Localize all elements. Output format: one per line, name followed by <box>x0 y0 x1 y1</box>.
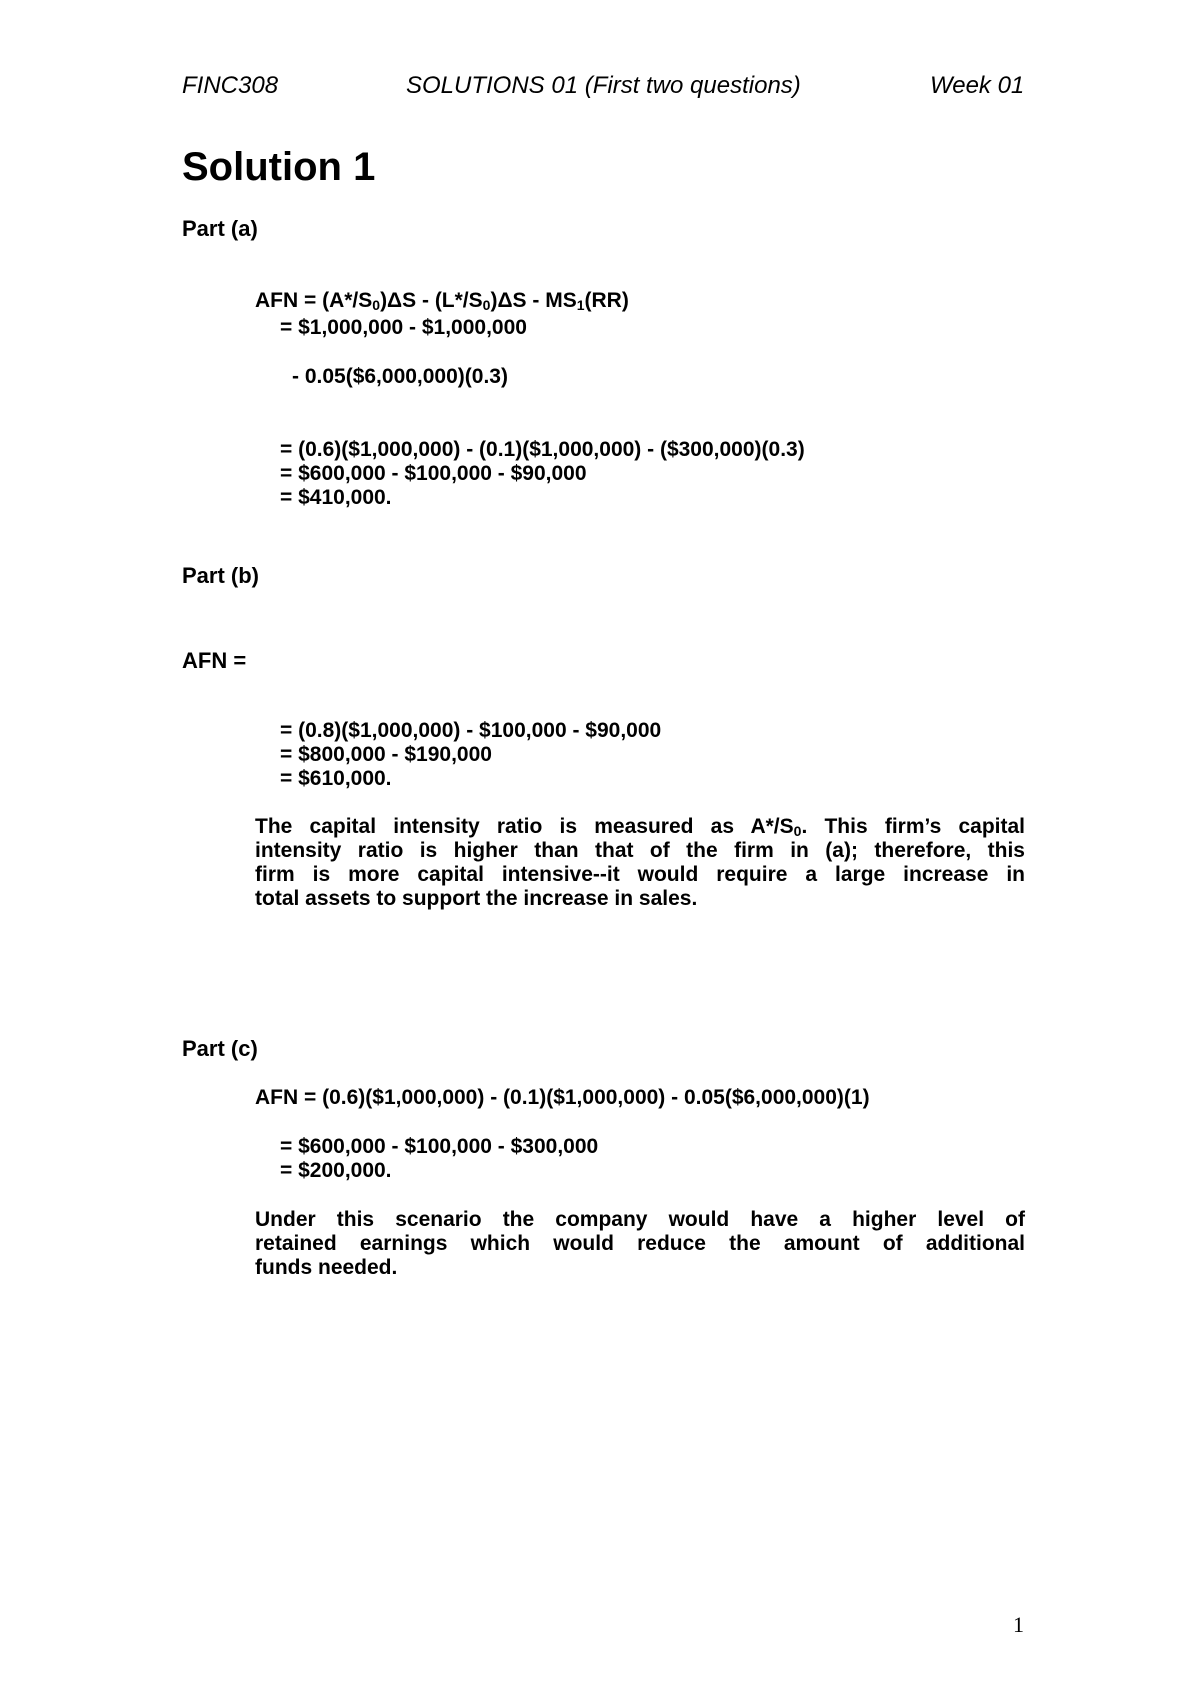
part-a-line: = $410,000. <box>280 486 392 509</box>
part-c-paragraph <box>255 1208 1025 1280</box>
header-title: SOLUTIONS 01 (First two questions) <box>406 72 801 99</box>
paragraph-line: retained earnings which would reduce the amount of additional <box>255 1232 1025 1255</box>
header-course: FINC308 <box>182 72 279 99</box>
part-a-line: = $600,000 - $100,000 - $90,000 <box>280 462 587 485</box>
part-c-line: = $600,000 - $100,000 - $300,000 <box>280 1135 599 1158</box>
paragraph-text: The capital intensity ratio is measured as A*/S <box>255 815 794 838</box>
solution-title: Solution 1 <box>182 145 376 189</box>
part-b-label: Part (b) <box>182 563 259 588</box>
part-c-label: Part (c) <box>182 1036 258 1061</box>
part-a-formula <box>255 289 629 313</box>
part-a-formula-prefix: AFN = (A*/S <box>255 289 373 312</box>
part-a-label: Part (a) <box>182 216 258 241</box>
paragraph-line: total assets to support the increase in sales. <box>255 887 698 910</box>
paragraph-line: funds needed. <box>255 1256 398 1279</box>
part-c-line: = $200,000. <box>280 1159 392 1182</box>
part-a-line: = (0.6)($1,000,000) - (0.1)($1,000,000) - ($300,000)(0.3) <box>280 438 805 461</box>
paragraph-text: . This firm’s capital <box>801 815 1025 838</box>
part-a-line: - 0.05($6,000,000)(0.3) <box>292 365 508 388</box>
part-b-line: = $610,000. <box>280 767 392 790</box>
part-c-formula: AFN = (0.6)($1,000,000) - (0.1)($1,000,000) - 0.05($6,000,000)(1) <box>255 1086 870 1109</box>
paragraph-line: Under this scenario the company would have a higher level of <box>255 1208 1025 1231</box>
part-b-line: = $800,000 - $190,000 <box>280 743 492 766</box>
part-a-formula-sub1: 0 <box>482 297 491 313</box>
paragraph-subscript: 0 <box>793 823 802 839</box>
page-number: 1 <box>1013 1612 1024 1637</box>
part-b-afn-label: AFN = <box>182 648 247 673</box>
part-b-paragraph <box>255 815 1025 911</box>
part-a-formula-sub2: 1 <box>576 297 585 313</box>
part-a-formula-mid2: )ΔS - MS <box>490 289 577 312</box>
part-b-line: = (0.8)($1,000,000) - $100,000 - $90,000 <box>280 719 662 742</box>
part-a-formula-mid1: )ΔS - (L*/S <box>380 289 483 312</box>
paragraph-line: intensity ratio is higher than that of the firm in (a); therefore, this <box>255 839 1025 862</box>
paragraph-line: firm is more capital intensive--it would require a large increase in <box>255 863 1025 886</box>
paragraph-line <box>255 815 1025 839</box>
part-a-formula-sub0: 0 <box>372 297 381 313</box>
part-a-line: = $1,000,000 - $1,000,000 <box>280 316 527 339</box>
header-week: Week 01 <box>930 72 1025 99</box>
part-a-formula-end: (RR) <box>584 289 629 312</box>
